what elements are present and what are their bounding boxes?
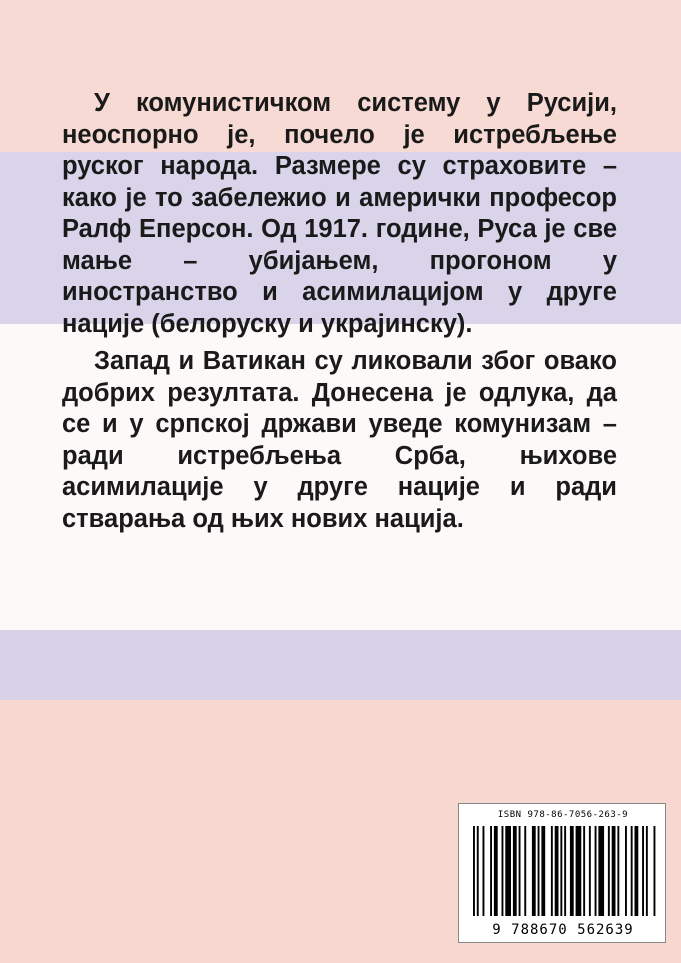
- barcode-bar: [612, 826, 616, 916]
- barcode-bar: [642, 826, 644, 916]
- barcode-bar: [595, 826, 597, 916]
- barcode-bar: [513, 826, 517, 916]
- barcode-bar: [555, 826, 559, 916]
- barcode-bar: [570, 826, 574, 916]
- back-cover-text: [62, 88, 617, 541]
- barcode-bar: [631, 826, 633, 916]
- barcode-bar: [532, 826, 536, 916]
- barcode-bar: [477, 826, 479, 916]
- ean-number: 9 788670 562639: [492, 922, 634, 938]
- background-band-lavender-lower: [0, 630, 681, 700]
- barcode-bar: [502, 826, 504, 916]
- barcode-bar: [608, 826, 610, 916]
- barcode-box: [458, 803, 666, 943]
- barcode-bar: [654, 826, 656, 916]
- barcode-icon: [465, 826, 661, 920]
- paragraph-2: Запад и Ватикан су ликовали због овако добрих резултата. Донесена је одлука, да се и у српској држави уведе комунизам – ради истребљења Срба, њихове асимилације у друге нације и ради стварања од њих нових нација.: [62, 347, 617, 533]
- barcode-bar: [541, 826, 545, 916]
- barcode-bar: [576, 826, 582, 916]
- barcode-bar: [635, 826, 639, 916]
- barcode-bar: [625, 826, 627, 916]
- barcode-bar: [473, 826, 475, 916]
- barcode-bar: [583, 826, 585, 916]
- barcode-bar: [490, 826, 492, 916]
- barcode-bar: [646, 826, 648, 916]
- barcode-bar: [551, 826, 553, 916]
- barcode-bar: [519, 826, 521, 916]
- barcode-bar: [564, 826, 566, 916]
- isbn-label: ISBN 978-86-7056-263-9: [497, 810, 629, 820]
- barcode-bar: [598, 826, 604, 916]
- barcode-bar: [524, 826, 526, 916]
- barcode-bar: [560, 826, 562, 916]
- barcode-bar: [494, 826, 498, 916]
- barcode-bar: [483, 826, 485, 916]
- barcode-bar: [589, 826, 591, 916]
- barcode-bar: [617, 826, 619, 916]
- barcode-bar: [538, 826, 540, 916]
- paragraph-1: У комунистичком систему у Русији, неоспорно је, почело је истребљење руског народа. Размере су страховите – како је то забележио и амерички професор Ралф Еперсон. Од 1917. године, Руса је све мање – убијањем, прогоном у иностранство и асимилацијом у друге нације (белоруску и украјинску).: [62, 89, 617, 338]
- barcode-bar: [505, 826, 511, 916]
